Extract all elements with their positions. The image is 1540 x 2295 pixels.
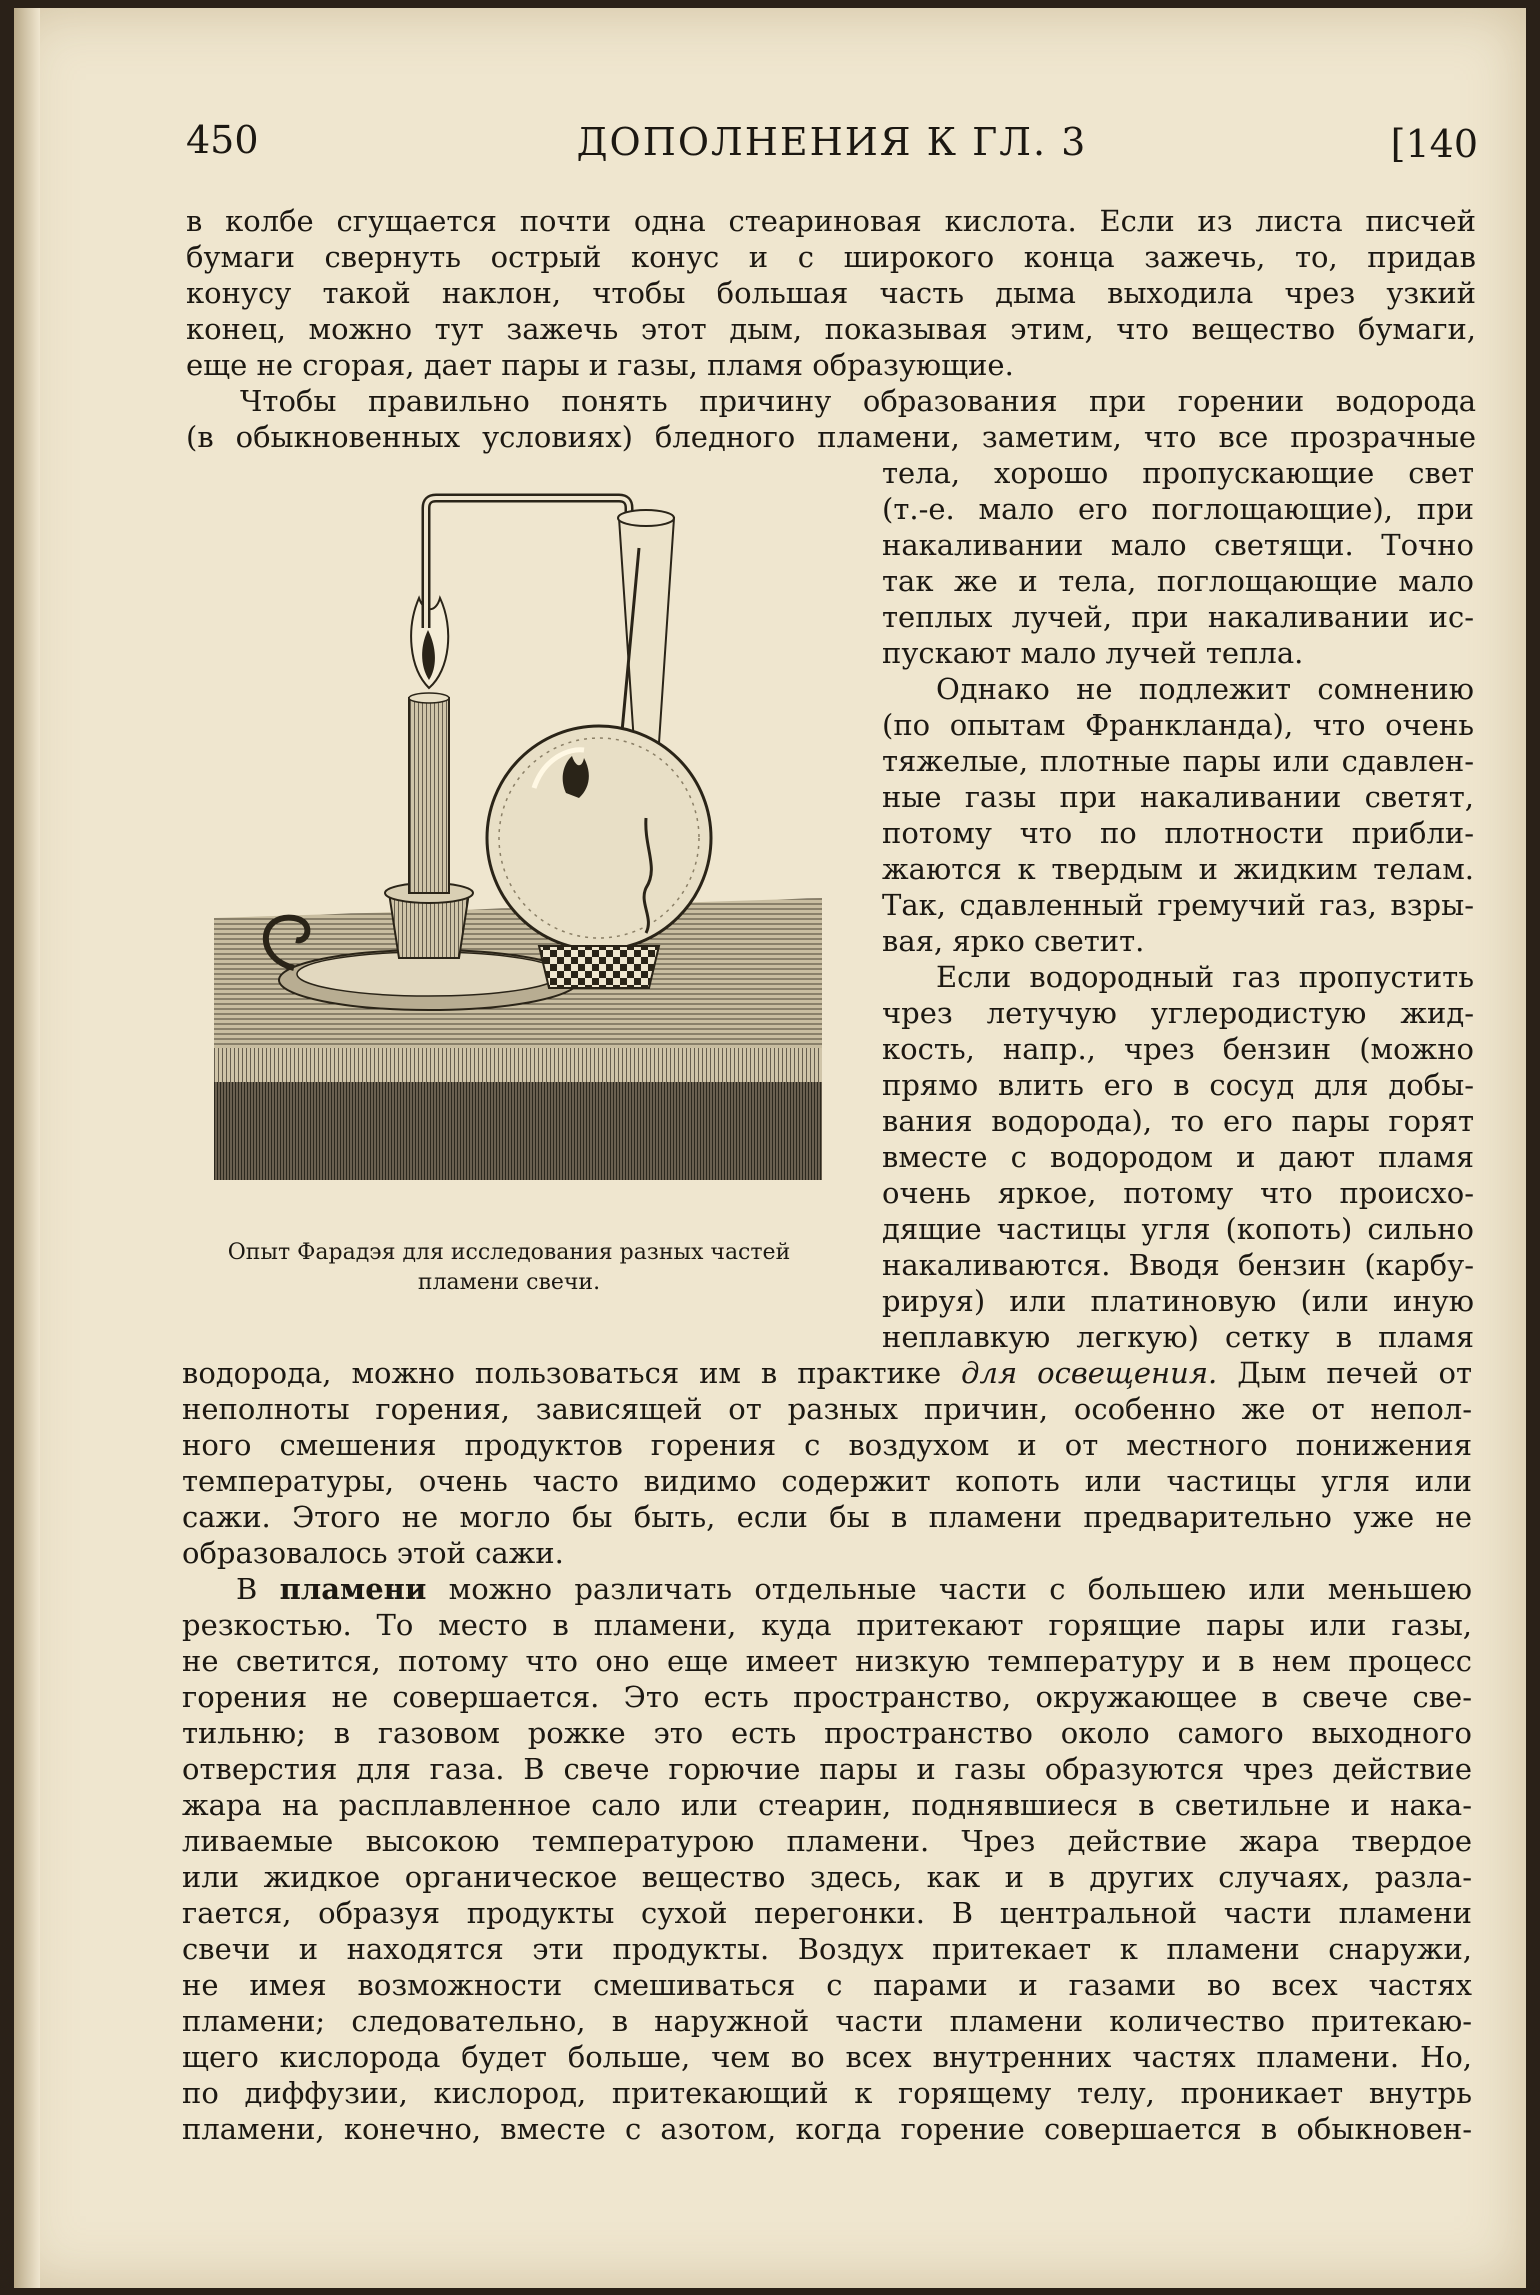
text-line: Если водородный газ пропустить	[936, 960, 1474, 994]
page-number: 450	[186, 118, 259, 162]
running-title: ДОПОЛНЕНИЯ К ГЛ. 3	[576, 120, 1088, 164]
text-line: (в обыкновенных условиях) бледного пламени, заметим, что все прозрачные	[186, 420, 1476, 454]
text-line: пускают мало лучей тепла.	[882, 636, 1304, 670]
text-line: прямо влить его в сосуд для добы-	[882, 1068, 1474, 1102]
bold-term: пламени	[279, 1572, 427, 1606]
text-line: ливаемые высокою температурою пламени. Чрез действие жара твердое	[182, 1824, 1472, 1858]
text-line: теплых лучей, при накаливании ис-	[882, 600, 1474, 634]
italic-term: для освещения.	[961, 1356, 1218, 1390]
text-line: потому что по плотности прибли-	[882, 816, 1474, 850]
faraday-candle-experiment-illustration	[214, 488, 830, 1180]
text-line: свечи и находятся эти продукты. Воздух притекает к пламени снаружи,	[182, 1932, 1472, 1966]
section-number: [140	[1390, 122, 1478, 166]
text-line: еще не сгорая, дает пары и газы, пламя образующие.	[186, 348, 1014, 382]
text-line: конец, можно тут зажечь этот дым, показывая этим, что вещество бумаги,	[186, 312, 1476, 346]
text-line: накаливаются. Вводя бензин (карбу-	[882, 1248, 1474, 1282]
text-line: сажи. Этого не могло бы быть, если бы в пламени предварительно уже не	[182, 1500, 1472, 1534]
text-line: температуры, очень часто видимо содержит копоть или частицы угля или	[182, 1464, 1472, 1498]
text-line: кость, напр., чрез бензин (можно	[882, 1032, 1474, 1066]
text-line: конусу такой наклон, чтобы большая часть дыма выходила чрез узкий	[186, 276, 1476, 310]
candle	[409, 698, 449, 893]
running-header	[186, 118, 1478, 178]
text-line: ные газы при накаливании светят,	[882, 780, 1474, 814]
text-line: (т.-е. мало его поглощающие), при	[882, 492, 1474, 526]
text-line: резкостью. То место в пламени, куда притекают горящие пары или газы,	[182, 1608, 1472, 1642]
caption-line: Опыт Фарадэя для исследования разных частей	[227, 1240, 791, 1265]
text-line: вая, ярко светит.	[882, 924, 1145, 958]
flask-stand	[539, 946, 659, 988]
text-line: В пламени можно различать отдельные части с большею или меньшею	[236, 1572, 1472, 1606]
glass-flask	[487, 726, 711, 950]
text-line: Однако не подлежит сомнению	[936, 672, 1474, 706]
text-line: дящие частицы угля (копоть) сильно	[882, 1212, 1474, 1246]
text-line: гается, образуя продукты сухой перегонки. В центральной части пламени	[182, 1896, 1472, 1930]
text-line: бумаги свернуть острый конус и с широкого конца зажечь, то, придав	[186, 240, 1476, 274]
text-line: водорода, можно пользоваться им в практике для освещения. Дым печей от	[182, 1356, 1472, 1390]
text-line: жаются к твердым и жидким телам.	[882, 852, 1474, 886]
text-line: вместе с водородом и дают пламя	[882, 1140, 1474, 1174]
text-line: Так, сдавленный гремучий газ, взры-	[882, 888, 1474, 922]
text-line: вания водорода), то его пары горят	[882, 1104, 1474, 1138]
text-line: чрез летучую углеродистую жид-	[882, 996, 1474, 1030]
text-line: тяжелые, плотные пары или сдавлен-	[882, 744, 1474, 778]
page-spine-shadow	[14, 8, 40, 2288]
text-line: пламени; следовательно, в наружной части пламени количество притекаю-	[182, 2004, 1472, 2038]
text-line: очень яркое, потому что происхо-	[882, 1176, 1474, 1210]
text-line: ного смешения продуктов горения с воздухом и от местного понижения	[182, 1428, 1472, 1462]
text-line: рируя) или платиновую (или иную	[882, 1284, 1474, 1318]
text-line: образовалось этой сажи.	[182, 1536, 564, 1570]
table-edge	[214, 1048, 822, 1082]
caption-line: пламени свечи.	[417, 1270, 601, 1295]
text-line: не имея возможности смешиваться с парами и газами во всех частях	[182, 1968, 1472, 2002]
text-line: или жидкое органическое вещество здесь, как и в других случаях, разла-	[182, 1860, 1472, 1894]
text-line: горения не совершается. Это есть пространство, окружающее в свече све-	[182, 1680, 1472, 1714]
text-line: щего кислорода будет больше, чем во всех внутренних частях пламени. Но,	[182, 2040, 1472, 2074]
text-line: тела, хорошо пропускающие свет	[882, 456, 1474, 490]
text-line: в колбе сгущается почти одна стеариновая кислота. Если из листа писчей	[186, 204, 1476, 238]
text-line: не светится, потому что оно еще имеет низкую температуру и в нем процесс	[182, 1644, 1472, 1678]
text-line: Чтобы правильно понять причину образования при горении водорода	[240, 384, 1476, 418]
text-line: так же и тела, поглощающие мало	[882, 564, 1474, 598]
text-line: пламени, конечно, вместе с азотом, когда горение совершается в обыкновен-	[182, 2112, 1472, 2146]
book-page	[14, 8, 1526, 2288]
text-line: накаливании мало светящи. Точно	[882, 528, 1474, 562]
figure-caption	[184, 1238, 834, 1298]
text-line: неполноты горения, зависящей от разных причин, особенно же от непол-	[182, 1392, 1472, 1426]
text-line: (по опытам Франкланда), что очень	[882, 708, 1474, 742]
text-line: неплавкую легкую) сетку в пламя	[882, 1320, 1474, 1354]
text-line: отверстия для газа. В свече горючие пары и газы образуются чрез действие	[182, 1752, 1472, 1786]
text-line: тильню; в газовом рожке это есть пространство около самого выходного	[182, 1716, 1472, 1750]
text-line: по диффузии, кислород, притекающий к горящему телу, проникает внутрь	[182, 2076, 1472, 2110]
text-line: жара на расплавленное сало или стеарин, поднявшиеся в светильне и нака-	[182, 1788, 1472, 1822]
